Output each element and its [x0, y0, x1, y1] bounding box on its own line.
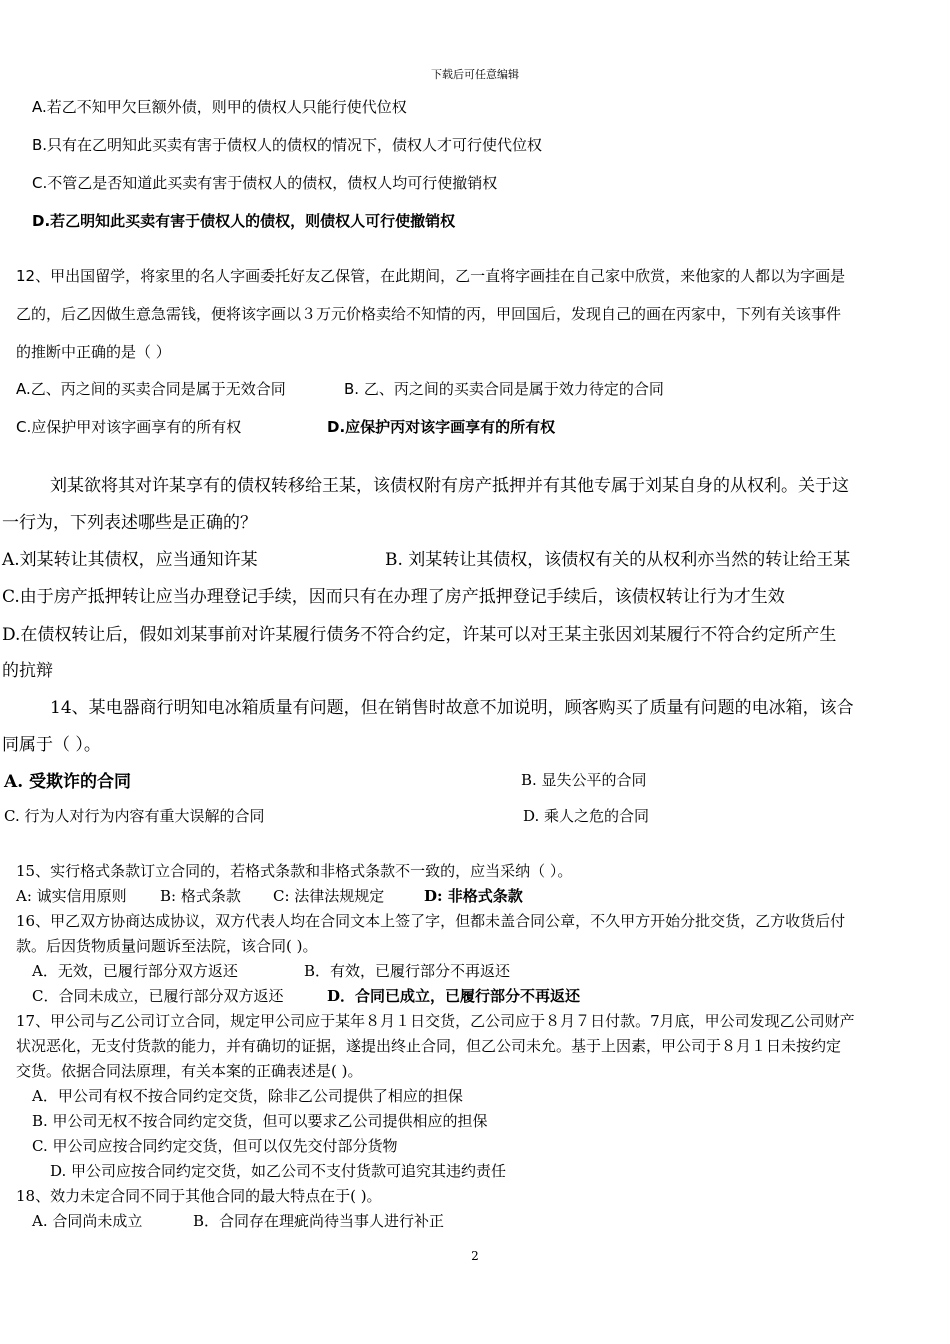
- q14-option-d: D. 乘人之危的合同: [523, 807, 650, 825]
- q14-option-a: A. 受欺诈的合同: [4, 772, 132, 792]
- q17-option-a: A．甲公司有权不按合同约定交货，除非乙公司提供了相应的担保: [32, 1087, 463, 1105]
- page-header: 下载后可任意编辑: [431, 68, 519, 81]
- q15-option-c: C: 法律法规规定: [273, 887, 385, 905]
- q17-option-b: B. 甲公司无权不按合同约定交货，但可以要求乙公司提供相应的担保: [32, 1112, 488, 1130]
- q12-stem-line3: 的推断中正确的是（ ）: [16, 343, 171, 361]
- q15-option-b: B: 格式条款: [160, 887, 241, 905]
- q14-stem-line2: 同属于（ ）。: [2, 735, 101, 755]
- q11-option-d: D.若乙明知此买卖有害于债权人的债权，则债权人可行使撤销权: [32, 212, 456, 230]
- q13-option-d-line2: 的抗辩: [2, 661, 53, 681]
- q11-option-c: C.不管乙是否知道此买卖有害于债权人的债权，债权人均可行使撤销权: [32, 174, 498, 192]
- q17-stem-line1: 17、甲公司与乙公司订立合同，规定甲公司应于某年８月１日交货，乙公司应于８月７日付款。7月底，甲公司发现乙公司财产: [16, 1012, 855, 1030]
- q13-stem-line1: 刘某欲将其对许某享有的债权转移给王某，该债权附有房产抵押并有其他专属于刘某自身的从权利。关于这: [50, 476, 849, 496]
- q15-stem: 15、实行格式条款订立合同的，若格式条款和非格式条款不一致的，应当采纳（ ）。: [16, 862, 573, 880]
- q12-option-a: A.乙、丙之间的买卖合同是属于无效合同: [16, 380, 286, 398]
- q13-option-d-line1: D.在债权转让后，假如刘某事前对许某履行债务不符合约定，许某可以对王某主张因刘某履行不符合约定所产生: [2, 625, 837, 645]
- q13-stem-line2: 一行为，下列表述哪些是正确的？: [2, 513, 257, 533]
- q12-option-d: D.应保护丙对该字画享有的所有权: [327, 418, 556, 436]
- q12-stem-line1: 12、甲出国留学，将家里的名人字画委托好友乙保管，在此期间，乙一直将字画挂在自己家中欣赏，来他家的人都以为字画是: [16, 267, 846, 285]
- q15-option-d: D: 非格式条款: [424, 887, 523, 905]
- q14-stem-line1: 14、某电器商行明知电冰箱质量有问题，但在销售时故意不加说明，顾客购买了质量有问题的电冰箱，该合: [50, 698, 854, 718]
- q16-stem-line2: 款。后因货物质量问题诉至法院，该合同( )。: [16, 937, 318, 955]
- q18-stem: 18、效力未定合同不同于其他合同的最大特点在于( )。: [16, 1187, 382, 1205]
- q16-option-a: A．无效，已履行部分双方返还: [32, 962, 238, 980]
- q17-stem-line3: 交货。依据合同法原理，有关本案的正确表述是( )。: [16, 1062, 363, 1080]
- q14-option-c: C. 行为人对行为内容有重大误解的合同: [4, 807, 265, 825]
- q17-option-c: C. 甲公司应按合同约定交货，但可以仅先交付部分货物: [32, 1137, 398, 1155]
- q15-option-a: A: 诚实信用原则: [16, 887, 127, 905]
- q18-option-b: B．合同存在理疵尚待当事人进行补正: [193, 1212, 445, 1230]
- q16-option-d: D．合同已成立，已履行部分不再返还: [327, 987, 581, 1005]
- q13-option-b: B. 刘某转让其债权，该债权有关的从权利亦当然的转让给王某: [385, 550, 851, 570]
- q14-option-b: B. 显失公平的合同: [521, 771, 647, 789]
- q11-option-b: B.只有在乙明知此买卖有害于债权人的债权的情况下，债权人才可行使代位权: [32, 136, 543, 154]
- page-number: 2: [471, 1249, 479, 1263]
- q12-stem-line2: 乙的，后乙因做生意急需钱，便将该字画以３万元价格卖给不知情的丙，甲回国后，发现自己的画在丙家中，下列有关该事件: [16, 305, 842, 323]
- q18-option-a: A. 合同尚未成立: [32, 1212, 143, 1230]
- q13-option-c: C.由于房产抵押转让应当办理登记手续，因而只有在办理了房产抵押登记手续后，该债权转让行为才生效: [2, 587, 785, 607]
- q13-option-a: A.刘某转让其债权，应当通知许某: [2, 550, 258, 570]
- q11-option-a: A.若乙不知甲欠巨额外债，则甲的债权人只能行使代位权: [32, 98, 407, 116]
- q16-option-b: B．有效，已履行部分不再返还: [304, 962, 511, 980]
- q17-option-d: D. 甲公司应按合同约定交货，如乙公司不支付货款可追究其违约责任: [50, 1162, 507, 1180]
- q17-stem-line2: 状况恶化，无支付货款的能力，并有确切的证据，遂提出终止合同，但乙公司未允。基于上因素，甲公司于８月１日未按约定: [16, 1037, 842, 1055]
- q12-option-b: B. 乙、丙之间的买卖合同是属于效力待定的合同: [344, 380, 664, 398]
- q16-option-c: C．合同未成立，已履行部分双方返还: [32, 987, 284, 1005]
- q16-stem-line1: 16、甲乙双方协商达成协议，双方代表人均在合同文本上签了字，但都未盖合同公章，不久甲方开始分批交货，乙方收货后付: [16, 912, 846, 930]
- q12-option-c: C.应保护甲对该字画享有的所有权: [16, 418, 242, 436]
